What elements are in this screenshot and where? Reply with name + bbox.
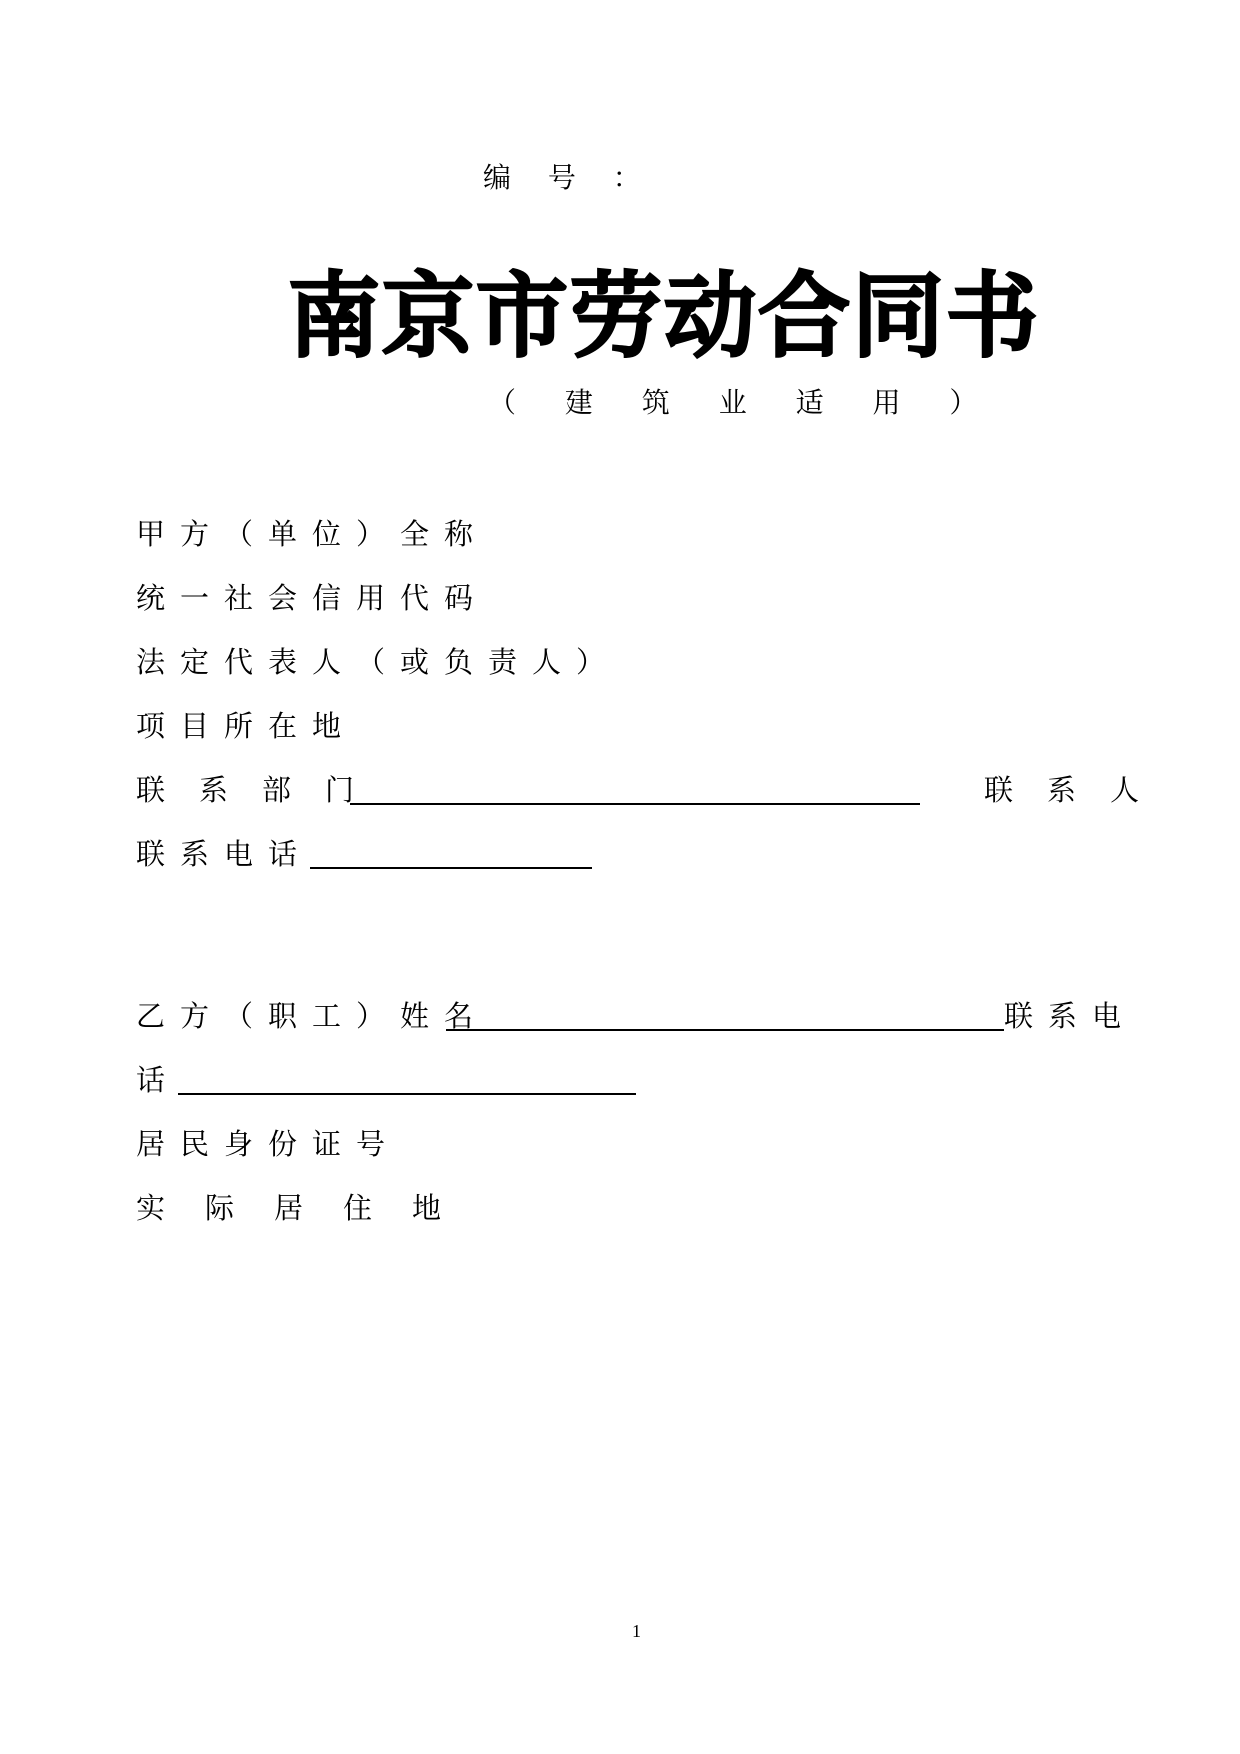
contact-dept-field[interactable]: [350, 803, 920, 805]
page-number: 1: [632, 1621, 641, 1641]
party-a-contact-person-label: 联系人: [984, 773, 1174, 807]
party-a-legal-rep-label: 法定代表人（或负责人）: [136, 645, 621, 679]
party-a-contact-phone-label: 联系电话: [136, 837, 313, 871]
party-a-credit-code-label: 统一社会信用代码: [136, 581, 489, 615]
party-b-id-number-label: 居民身份证号: [136, 1127, 401, 1161]
party-b-contact-phone-label-part2: 话: [136, 1063, 181, 1097]
party-b-name-label: 乙方（职工）姓名: [136, 999, 489, 1033]
party-a-project-location-label: 项目所在地: [136, 709, 357, 743]
party-b-name-field[interactable]: [446, 1029, 1004, 1031]
party-a-contact-dept-label: 联系部门: [136, 773, 389, 807]
party-b-contact-phone-field[interactable]: [178, 1093, 636, 1095]
party-b-contact-phone-label-part1: 联系电: [1004, 999, 1137, 1033]
serial-number-label: 编 号 ：: [483, 161, 655, 194]
document-title: 南京市劳动合同书: [288, 263, 1041, 370]
party-a-contact-phone-field[interactable]: [310, 867, 592, 869]
party-a-full-name-label: 甲方（单位）全称: [136, 517, 489, 551]
document-subtitle: （ 建 筑 业 适 用 ）: [488, 386, 998, 419]
party-b-residence-label: 实际居住地: [136, 1191, 482, 1225]
